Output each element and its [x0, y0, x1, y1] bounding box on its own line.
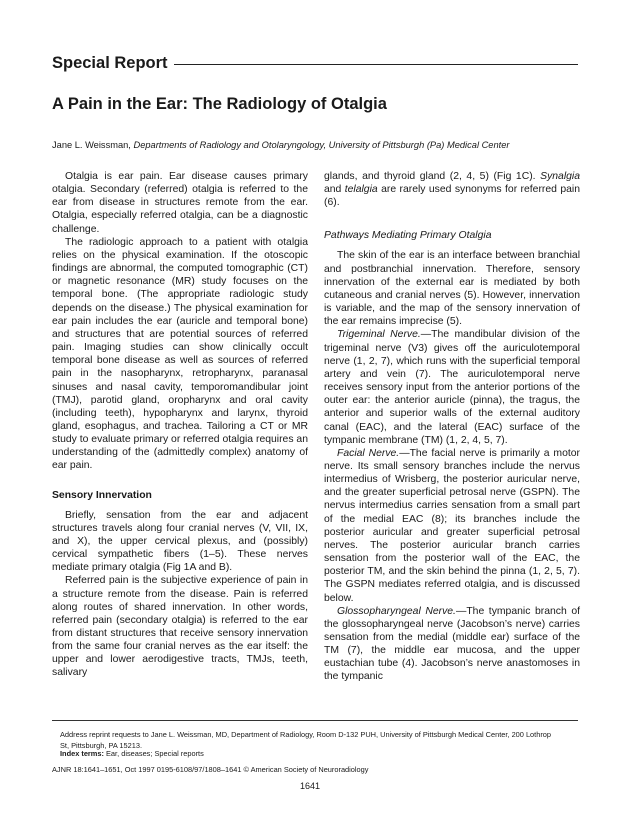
paragraph: Briefly, sensation from the ear and adjacent structures travels along four cranial nerves (V, VII, IX, and X), the upper cervical plexus, and (possibly) cervical sympathetic fibers (1–5). These nerves mediate primary otalgia (Fig 1A and B). [52, 509, 308, 574]
byline [52, 140, 510, 150]
term-telalgia: telalgia [344, 184, 378, 196]
section-heading: Sensory Innervation [52, 489, 152, 501]
paragraph: Otalgia is ear pain. Ear disease causes primary otalgia. Secondary (referred) otalgia is referred to the ear from disease in structures remote from the ear. Otalgia, especially referred otalgia, can be a diagnostic challenge. [52, 171, 308, 235]
subsection-heading: Pathways Mediating Primary Otalgia [324, 230, 492, 242]
section-header [52, 52, 578, 74]
footnote-line: Address reprint requests to Jane L. Weissman, MD, Department of Radiology, Room D-132 PUH, University of Pittsburgh Medical Center, 200 Lothrop [60, 730, 552, 739]
run-in-heading: Facial Nerve. [337, 447, 400, 459]
paragraph: Facial Nerve.—The facial nerve is primarily a motor nerve. Its small sensory branches include the nervus intermedius of Wrisberg, the posterior auricular nerve, and the greater superficial petrosal nerve (GSPN). The nervus intermedius carries sensation from a small part of the medial EAC (8); its branches include the posterior auricular and greater superficial petrosal nerves. The posterior auricular branch carries sensation from the posterior wall of the EAC, the posterior TM, and the skin behind the pinna (1, 2, 5, 7). The GSPN mediates referred otalgia, and is discussed below. [324, 447, 580, 604]
journal-citation: AJNR 18:1641–1651, Oct 1997 0195-6108/97/1808–1641 © American Society of Neuroradiology [52, 765, 369, 774]
left-column [52, 170, 308, 680]
footnote-line: St, Pittsburgh, PA 15213. [60, 740, 143, 750]
paragraph: Glossopharyngeal Nerve.—The tympanic branch of the glossopharyngeal nerve (Jacobson’s nerve) carries sensation from the medial (middle ear) surface of the TM (7), the middle ear mucosa, and the upper eustachian tube (4). Jacobson’s nerve anastomoses in the tympanic [324, 605, 580, 683]
article-title: A Pain in the Ear: The Radiology of Otalgia [52, 95, 387, 113]
section-label: Special Report [52, 53, 168, 72]
section-rule [174, 64, 578, 65]
footnote-rule [52, 720, 578, 721]
author-affiliation: Departments of Radiology and Otolaryngology, University of Pittsburgh (Pa) Medical Center [133, 140, 510, 150]
index-terms-text: Ear, diseases; Special reports [103, 749, 204, 758]
paragraph-continued: glands, and thyroid gland (2, 4, 5) (Fig 1C). Synalgia and telalgia are rarely used synonyms for referred pain (6). [324, 171, 580, 209]
index-terms-label: Index terms: [60, 749, 104, 758]
paragraph: The skin of the ear is an interface between branchial and postbranchial innervation. Therefore, sensory innervation of the external ear is mediated by both cutaneous and cranial nerves (5). However, innervation is variable, and the map of the sensory innervation of the ear remains imprecise (5). [324, 250, 580, 328]
paragraph: Referred pain is the subjective experience of pain in a structure remote from the disease. Pain is referred along routes of shared innervation. In other words, referred pain (secondary otalgia) is referred to the ear from distant structures that receive sensory innervation from the same four cranial nerves as the ear itself: the upper and lower aerodigestive tracts, TMJs, teeth, salivary [52, 575, 308, 679]
term-synalgia: Synalgia [540, 171, 580, 182]
paragraph: Trigeminal Nerve.—The mandibular division of the trigeminal nerve (V3) gives off the auriculotemporal nerve (1, 2, 7), which runs with the superficial temporal artery and vein (7). The auriculotemporal nerve receives sensory input from the anterior portions of the outer ear: the anterior auricle (pinna), the tragus, the anterior and superior walls of the external auditory canal (EAC), and the lateral (EAC) surface of the tympanic membrane (TM) (1, 2, 4, 5, 7). [324, 329, 580, 446]
paragraph: The radiologic approach to a patient with otalgia relies on the physical examination. If the otoscopic findings are abnormal, the computed tomographic (CT) or magnetic resonance (MR) study focuses on the temporal bone. (The appropriate radiologic study depends on the disease.) The physical examination for ear pain includes the ear (auricle and temporal bone) and structures that are potential sources of referred pain. Imaging studies can show clinically occult temporal bone disease as well as sources of referred pain in the nasopharynx, retropharynx, paranasal sinuses and nasal cavity, temporomandibular joint (TMJ), parotid gland, oropharynx and oral cavity (including teeth), hypopharynx and larynx, thyroid gland, esophagus, and trachea. Tailoring a CT or MR study to evaluate primary or referred otalgia requires an understanding of the (admittedly complex) anatomy of ear pain. [52, 236, 308, 472]
run-in-heading: Glossopharyngeal Nerve. [337, 605, 456, 617]
footnote [60, 730, 578, 751]
author-name: Jane L. Weissman, [52, 140, 134, 150]
index-terms [60, 749, 204, 758]
page-number: 1641 [299, 781, 321, 791]
run-in-heading: Trigeminal Nerve. [337, 329, 421, 341]
right-column [324, 170, 580, 684]
